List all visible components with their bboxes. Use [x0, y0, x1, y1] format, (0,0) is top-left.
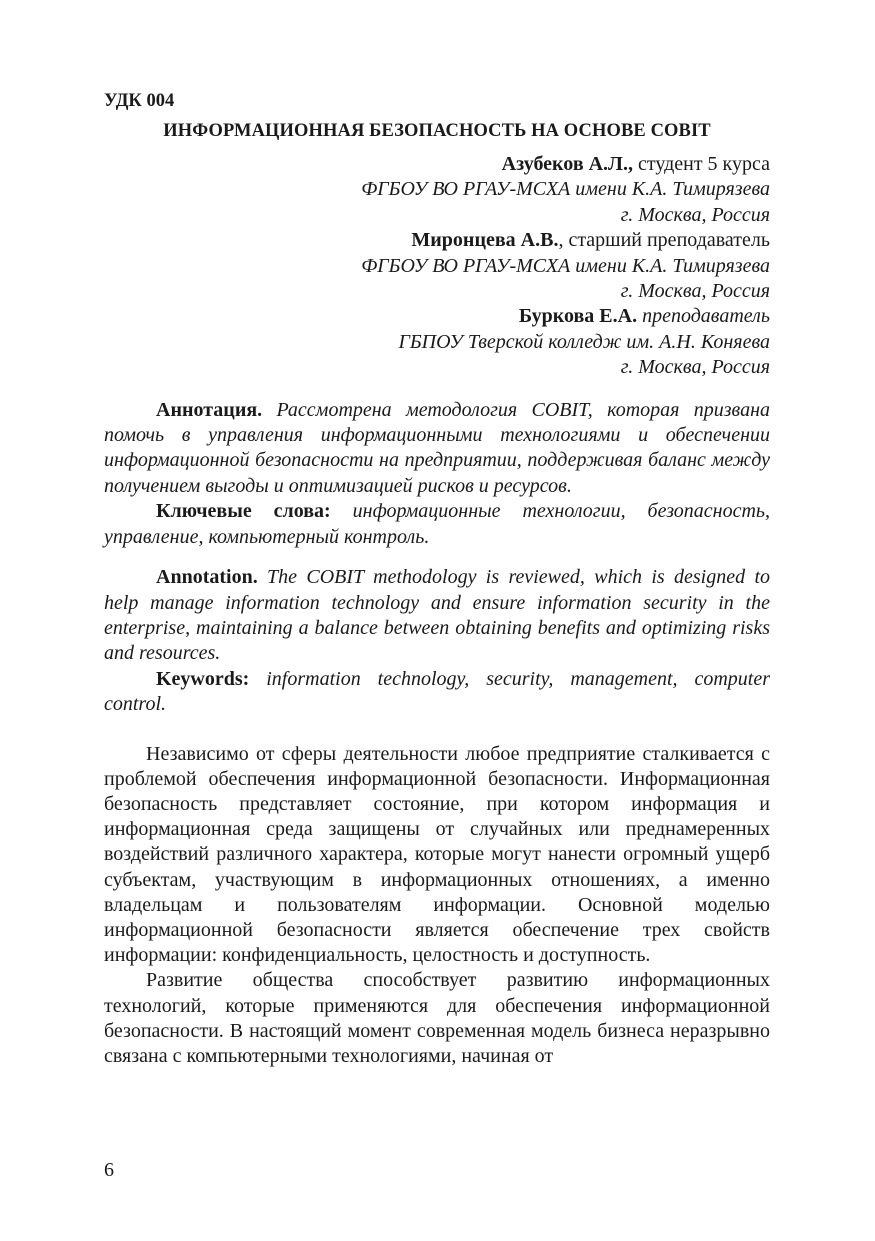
- author-name: Буркова Е.А.: [518, 305, 638, 328]
- author-line: [104, 304, 770, 329]
- article: [104, 86, 770, 1069]
- article-title: ИНФОРМАЦИОННАЯ БЕЗОПАСНОСТЬ НА ОСНОВЕ COBIT: [163, 121, 711, 141]
- keywords-ru-label: Ключевые слова:: [156, 500, 331, 523]
- udk-code: УДК 004: [104, 91, 175, 111]
- body-text: [104, 742, 770, 1070]
- annotation-ru-label: Аннотация.: [156, 398, 263, 421]
- annotation-ru: [104, 398, 770, 500]
- author-org: ФГБОУ ВО РГАУ-МСХА имени К.А. Тимирязева: [361, 178, 770, 201]
- body-paragraph: Развитие общества способствует развитию информационных технологий, которые применяются для обеспечения информационной безопасности. В настоящий момент современная модель бизнеса неразрывно связана с компьютерными технологиями, начиная от: [104, 969, 770, 1067]
- annotation-en-label: Annotation.: [156, 566, 258, 589]
- keywords-en: [104, 667, 770, 718]
- keywords-en-label: Keywords:: [156, 667, 250, 690]
- authors-block: [104, 152, 770, 381]
- page-number: 6: [104, 1159, 114, 1181]
- keywords-ru-text: информационные технологии, безопасность, управление, компьютерный контроль.: [104, 500, 770, 548]
- author-org: ФГБОУ ВО РГАУ-МСХА имени К.А. Тимирязева: [361, 254, 770, 277]
- annotation-en: [104, 565, 770, 667]
- author-position: , старший преподаватель: [558, 229, 770, 252]
- author-org: ГБПОУ Тверской колледж им. А.Н. Коняева: [398, 330, 770, 353]
- author-position: студент 5 курса: [632, 153, 770, 175]
- keywords-en-text: information technology, security, management, computer control.: [104, 667, 770, 716]
- annotation-en-text: The COBIT methodology is reviewed, which is designed to help manage information technology and ensure information security in the enterprise, maintaining a balance between obtaining benefits and optimizing risks and resources.: [104, 566, 770, 665]
- body-paragraph: Независимо от сферы деятельности любое предприятие сталкивается с проблемой обеспечения информационной безопасности. Информационная безопасность представляет состояние, при котором информация и информационная среда защищены от случайных или преднамеренных воздействий различного характера, которые могут нанести огромный ущерб субъектам, участвующим в информационных отношениях, а именно владельцам и пользователям информации. Основной моделью информационной безопасности является обеспечение трех свойств информации: конфиденциальность, целостность и доступность.: [104, 742, 770, 967]
- author-city: г. Москва, Россия: [620, 203, 770, 226]
- author-city: г. Москва, Россия: [620, 280, 770, 303]
- author-name: Азубеков А.Л.,: [501, 153, 633, 175]
- author-line: [104, 228, 770, 253]
- author-position: преподаватель: [637, 305, 770, 328]
- author-city: г. Москва, Россия: [620, 356, 770, 379]
- keywords-ru: [104, 499, 770, 550]
- author-line: [104, 152, 770, 177]
- annotation-ru-text: Рассмотрена методология COBIT, которая призвана помочь в управления информационными технологиями и обеспечении информационной безопасности на предприятии, поддерживая баланс между получением выгоды и оптимизацией рисков и ресурсов.: [104, 398, 770, 497]
- author-name: Миронцева А.В.: [411, 229, 559, 252]
